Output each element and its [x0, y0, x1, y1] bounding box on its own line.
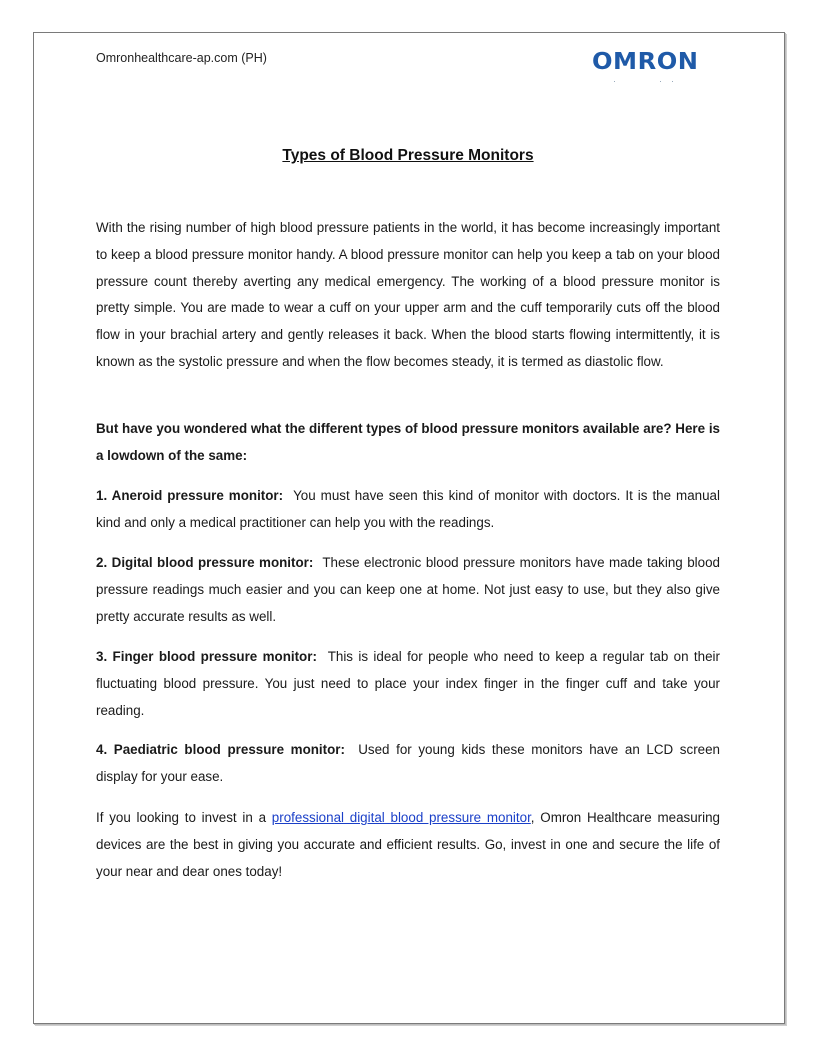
logo-text: OMRON	[592, 49, 699, 75]
closing-after-link: , Omron Healthcare measuring devices are the best in giving you accurate and efficient results. Go, invest in one and secure the life of your near and dear ones today!	[96, 810, 720, 879]
monitor-product-link[interactable]: professional digital blood pressure monitor	[271, 810, 531, 825]
item-text: You must have seen this kind of monitor with doctors. It is the manual kind and only a medical practitioner can help you with the readings.	[96, 488, 720, 530]
list-item-paediatric	[96, 737, 720, 791]
item-text: This is ideal for people who need to keep a regular tab on their fluctuating blood pressure. You just need to place your index finger in the finger cuff and take your reading.	[96, 649, 720, 718]
item-text: Used for young kids these monitors have an LCD screen display for your ease.	[96, 742, 720, 784]
item-text: These electronic blood pressure monitors have made taking blood pressure readings much easier and you can keep one at home. Not just easy to use, but they also give pretty accurate results as well.	[96, 555, 720, 624]
closing-paragraph	[96, 805, 720, 885]
header-site-name: Omronhealthcare-ap.com (PH)	[96, 51, 267, 65]
omron-logo	[592, 49, 708, 79]
closing-before-link: If you looking to invest in a	[96, 810, 272, 825]
logo-dots-decoration	[614, 81, 674, 83]
list-item-aneroid	[96, 483, 720, 537]
list-item-finger	[96, 644, 720, 724]
question-paragraph: But have you wondered what the different types of blood pressure monitors available are? Here is a lowdown of the same:	[96, 421, 720, 463]
list-item-digital	[96, 550, 720, 630]
document-title: Types of Blood Pressure Monitors	[282, 147, 534, 164]
item-label: 3. Finger blood pressure monitor:	[96, 649, 317, 664]
item-label: 2. Digital blood pressure monitor:	[96, 555, 314, 570]
item-label: 4. Paediatric blood pressure monitor:	[96, 742, 345, 757]
item-label: 1. Aneroid pressure monitor:	[96, 488, 284, 503]
intro-paragraph: With the rising number of high blood pressure patients in the world, it has become increasingly important to keep a blood pressure monitor handy. A blood pressure monitor can help you keep a tab on your blood pressure count thereby averting any medical emergency. The working of a blood pressure monitor is pretty simple. You are made to wear a cuff on your upper arm and the cuff temporarily cuts off the blood flow in your brachial artery and gently releases it back. When the blood starts flowing intermittently, it is known as the systolic pressure and when the flow becomes steady, it is termed as diastolic flow.	[96, 220, 720, 369]
